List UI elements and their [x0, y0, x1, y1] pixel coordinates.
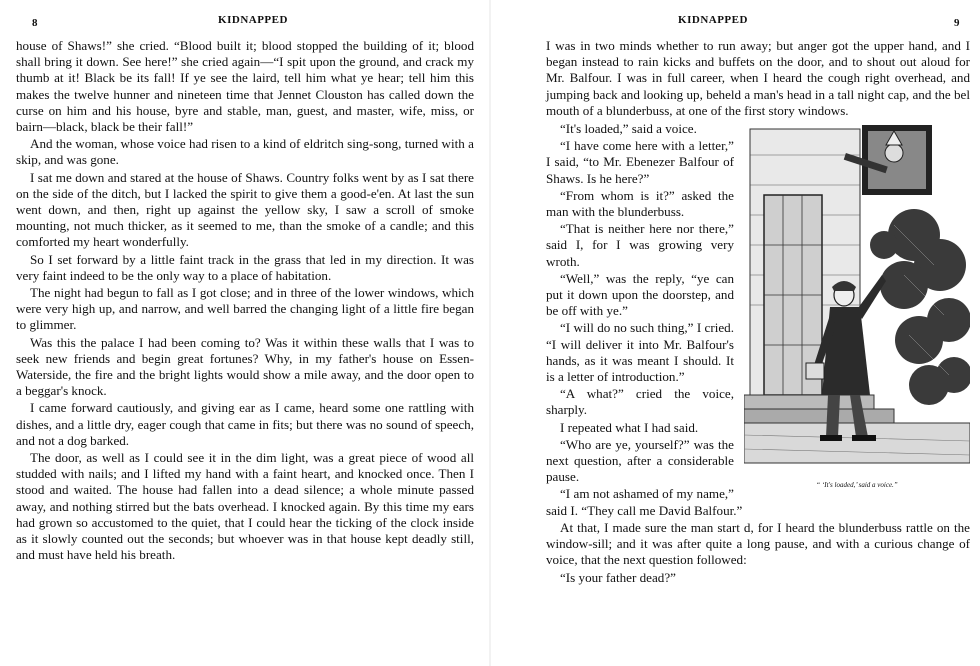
paragraph: I came forward cautiously, and giving ear as I came, heard some one rattling with dishes, and a little dry, eager cough that came in fits; but there was no sound of speech, and not a dog barked.	[16, 400, 474, 448]
left-running-head: KIDNAPPED	[218, 14, 288, 26]
left-page-header	[16, 0, 474, 38]
left-page-text	[16, 38, 474, 564]
paragraph: “It's loaded,” said a voice.	[560, 121, 697, 137]
paragraph: house of Shaws!” she cried. “Blood built it; blood stopped the building of it; blood shall bring it down. See here!” she cried again—“I spit upon the ground, and crack my thumb at it! Black be its fall! If ye see the laird, tell him what ye hear; tell him this makes the twelve hunner and nineteen time that Jennet Clouston has called down the curse on him and his house, byre and stable, man, guest, and master, wife, miss, or bairn—black, black be their fall!”	[16, 38, 474, 135]
paragraph: “That is neither here nor there,” said I, for I was growing very wroth.	[546, 221, 734, 269]
paragraph: I was in two minds whether to run away; but anger got the upper hand, and I began instead to rain kicks and buffets on the door, and to shout out aloud for Mr. Balfour. I was in full career, when I heard the cough right overhead, and jumping back and looking up, beheld a man's head in a tall night cap, and the bel mouth of a blunderbuss, at one of the first story windows.	[546, 38, 970, 118]
paragraph: “Who are ye, yourself?” was the next question, after a considerable pause.	[546, 436, 734, 485]
left-page-number: 8	[32, 17, 38, 29]
paragraph: “I will do no such thing,” I cried. “I will deliver it into Mr. Balfour's hands, as it was meant I should. It is a letter of introduction.”	[546, 320, 734, 385]
paragraph: And the woman, whose voice had risen to a kind of eldritch sing-song, turned with a skip, and was gone.	[16, 136, 474, 168]
right-running-head: KIDNAPPED	[678, 14, 748, 26]
paragraph: The door, as well as I could see it in the dim light, was a great piece of wood all studded with nails; and I lifted my hand with a faint heart, and knocked once. Then I stood and waited. The house had fallen into a dead silence; a whole minute passed away, and nothing stirred but the bats overhead. I knocked again. By this time my ears had grown so accustomed to the quiet, that I could hear the ticking of the clock inside as it slowly counted out the seconds; but whoever was in that house kept deadly still, and must have held his breath.	[16, 450, 474, 563]
paragraph: So I set forward by a little faint track in the grass that led in my direction. It was very faint indeed to be the only way to a place of habitation.	[16, 251, 474, 283]
paragraph: “Well,” was the reply, “ye can put it down upon the doorstep, and be off with ye.”	[546, 270, 734, 319]
right-page-header	[546, 0, 970, 38]
right-page	[490, 0, 980, 666]
paragraph: I repeated what I had said.	[560, 419, 699, 435]
paragraph: Was this the palace I had been coming to? Was it within these walls that I was to seek new friends and begin great fortunes? Why, in my father's house on Essen-Waterside, the fire and the bright lights would show a mile away, and the door open to a beggar's knock.	[16, 334, 474, 399]
illustration	[744, 125, 970, 493]
paragraph: “I have come here with a letter,” I said, “to Mr. Ebenezer Balfour of Shaws. Is he here?”	[546, 138, 734, 186]
right-page-text	[546, 38, 970, 586]
right-page-number: 9	[954, 17, 960, 29]
paragraph: The night had begun to fall as I got close; and in three of the lower windows, which were very high up, and narrow, and well barred the changing light of a little fire began to glimmer.	[16, 285, 474, 333]
paragraph: “Is your father dead?”	[560, 569, 676, 585]
paragraph: “A what?” cried the voice, sharply.	[546, 386, 734, 418]
illustration-caption: “ ‘It's loaded,’ said a voice.”	[816, 481, 898, 490]
paragraph: “I am not ashamed of my name,” said I. “They call me David Balfour.”	[546, 486, 743, 518]
paragraph: At that, I made sure the man start d, for I heard the blunderbuss rattle on the window-sill; and it was after quite a long pause, and with a curious change of voice, that the next question followed:	[546, 519, 970, 568]
paragraph: I sat me down and stared at the house of Shaws. Country folks went by as I sat there on the side of the ditch, but I lacked the spirit to give them a good-e'en. At last the sun went down, and then, right up against the yellow sky, I saw a scroll of smoke mounting, not much thicker, as it seemed to me, than the smoke of a candle; and this comforted my heart wonderfully.	[16, 169, 474, 250]
illustration-engraving	[744, 125, 970, 475]
paragraph: “From whom is it?” asked the man with the blunderbuss.	[546, 187, 734, 220]
